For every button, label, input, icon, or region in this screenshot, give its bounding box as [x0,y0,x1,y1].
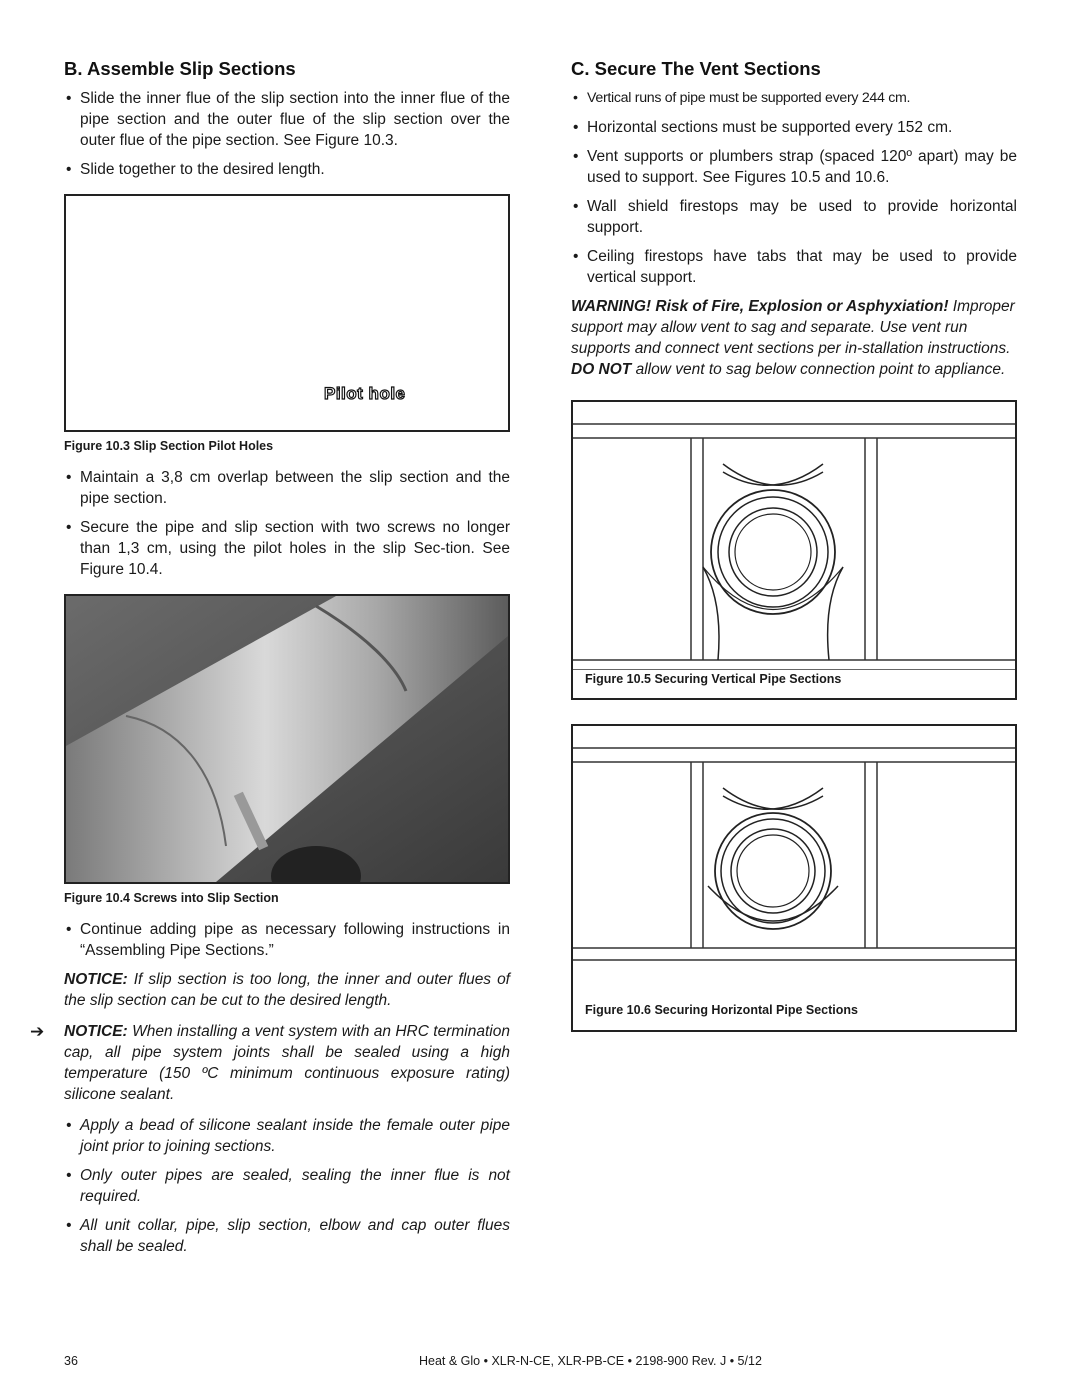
notice-slip-cut [64,969,510,1011]
figure-10-5 [571,400,1017,700]
bullet-list-sealant [64,1115,510,1257]
bullet-list-supports [571,88,1017,288]
figure-10-4-photo [64,594,510,884]
footer-text: Heat & Glo • XLR-N-CE, XLR-PB-CE • 2198-900 Rev. J • 5/12 [419,1354,762,1368]
list-item: • Wall shield firestops may be used to provide horizontal support. [571,196,1017,238]
bullet-list-after [64,919,510,961]
warning-text-2: allow vent to sag below connection point to appliance. [631,361,1006,378]
list-item: • Only outer pipes are sealed, sealing the inner flue is not required. [64,1165,510,1207]
list-item: • Horizontal sections must be supported every 152 cm. [571,117,1017,138]
arrow-icon: ➔ [30,1022,45,1041]
list-item: • Vertical runs of pipe must be supported every 244 cm. [571,88,1017,109]
vertical-pipe-diagram [573,402,1015,670]
horizontal-pipe-diagram [573,726,1015,998]
list-item: • Secure the pipe and slip section with two screws no longer than 1,3 cm, using the pilot holes in the slip Sec-tion. See Figure 10.4. [64,517,510,580]
left-column [30,58,510,1265]
list-item: • Slide the inner flue of the slip section into the inner flue of the pipe section and the outer flue of the slip section over the outer flue of the pipe section. See Figure 10.3. [64,88,510,151]
list-item: • Apply a bead of silicone sealant inside the female outer pipe joint prior to joining sections. [64,1115,510,1157]
notice-text: When installing a vent system with an HRC termination cap, all pipe system joints shall be sealed using a high temperature (150 ºC minimum continuous exposure rating) silicone sealant. [64,1023,510,1103]
list-item: • Vent supports or plumbers strap (spaced 120º apart) may be used to support. See Figures 10.5 and 10.6. [571,146,1017,188]
warning-block [571,296,1017,380]
page-number: 36 [64,1354,78,1368]
warning-do-not: DO NOT [571,361,632,378]
notice-label: NOTICE: [64,971,128,988]
warning-text-1: Improper support may allow vent to sag and separate. Use vent run supports and connect vent sections per in-stallation instructions. [571,298,1015,357]
pilot-hole-label: Pilot hole [324,384,406,403]
figure-10-6 [571,724,1017,1032]
figure-10-4-caption: Figure 10.4 Screws into Slip Section [64,891,279,905]
bullet-list-top [64,88,510,180]
pipe-photo-image [66,596,508,882]
figure-10-5-caption: Figure 10.5 Securing Vertical Pipe Sections [585,672,842,686]
list-item: • Continue adding pipe as necessary following instructions in “Assembling Pipe Sections.” [64,919,510,961]
section-heading-assemble-slip: B. Assemble Slip Sections [64,58,296,79]
list-item: • Maintain a 3,8 cm overlap between the slip section and the pipe section. [64,467,510,509]
warning-title: WARNING! Risk of Fire, Explosion or Asphyxiation! [571,298,949,315]
figure-10-6-caption: Figure 10.6 Securing Horizontal Pipe Sections [585,1003,858,1017]
notice-label: NOTICE: [64,1023,128,1040]
right-column [571,58,1017,1032]
bullet-list-mid [64,467,510,580]
list-item: • All unit collar, pipe, slip section, elbow and cap outer flues shall be sealed. [64,1215,510,1257]
figure-10-3 [64,194,510,432]
figure-10-3-caption: Figure 10.3 Slip Section Pilot Holes [64,439,274,453]
notice-hrc [30,1021,510,1105]
list-item: • Ceiling firestops have tabs that may be used to provide vertical support. [571,246,1017,288]
notice-text: If slip section is too long, the inner and outer flues of the slip section can be cut to the desired length. [64,971,510,1009]
list-item: • Slide together to the desired length. [64,159,510,180]
section-heading-secure-vent: C. Secure The Vent Sections [571,58,821,79]
